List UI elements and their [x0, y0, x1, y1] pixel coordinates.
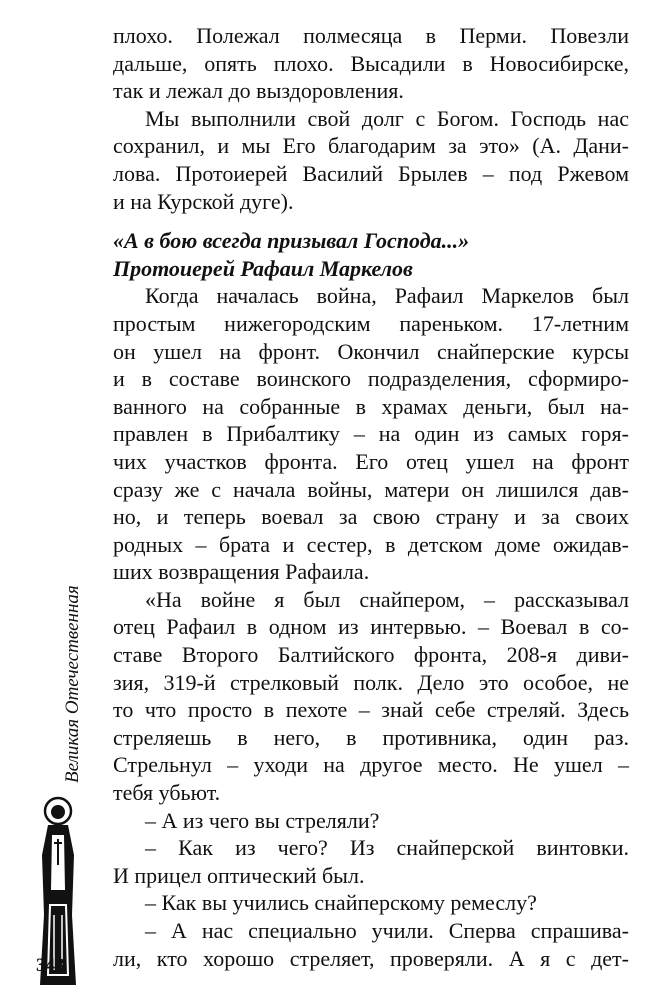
- text-line: зия, 319-й стрелковый полк. Дело это особое, не: [113, 669, 629, 695]
- text-line: ванного на собранные в храмах деньги, был на-: [113, 393, 629, 419]
- text-line: ших возвращения Рафаила.: [113, 559, 370, 585]
- text-line: – А из чего вы стреляли?: [145, 807, 380, 833]
- text-line: ли, кто хорошо стреляет, проверяли. А я с дет-: [113, 945, 629, 971]
- paragraph: [113, 807, 629, 835]
- heading-title: «А в бою всегда призывал Господа...»: [113, 228, 470, 254]
- text-line: так и лежал до выздоровления.: [113, 78, 404, 104]
- text-line: – Как из чего? Из снайперской винтовки.: [145, 835, 629, 861]
- running-title: Великая Отечественная: [62, 585, 83, 783]
- text-line: плохо. Полежал полмесяца в Перми. Повезли: [113, 23, 629, 48]
- paragraph: [113, 282, 629, 586]
- text-line: – Как вы учились снайперскому ремеслу?: [145, 890, 537, 916]
- text-line: – А нас специально учили. Сперва спрашива-: [145, 918, 629, 943]
- text-line: простым нижегородским пареньком. 17-летним: [113, 310, 629, 336]
- paragraph: [113, 105, 629, 215]
- text-line: Когда началась война, Рафаил Маркелов был: [145, 283, 629, 309]
- text-line: правлен в Прибалтику – на один из самых горя-: [113, 421, 629, 447]
- text-line: И прицел оптический был.: [113, 862, 365, 888]
- text-line: дальше, опять плохо. Высадили в Новосибирске,: [113, 50, 629, 76]
- text-line: стреляешь в него, в противника, один раз.: [113, 724, 629, 750]
- text-line: ставе Второго Балтийского фронта, 208-я диви-: [113, 642, 629, 668]
- text-line: Мы выполнили свой долг с Богом. Господь нас: [145, 105, 629, 131]
- text-line: но, и теперь воевал за свою страну и за своих: [113, 504, 629, 530]
- text-line: тебя убьют.: [113, 780, 221, 806]
- text-line: он ушел на фронт. Окончил снайперские курсы: [113, 338, 629, 364]
- text-line: чих участков фронта. Его отец ушел на фронт: [113, 448, 629, 474]
- text-line: Стрельнул – уходи на другое место. Не ушел –: [113, 752, 629, 778]
- section-heading: [113, 227, 629, 282]
- page-text: [113, 22, 629, 972]
- text-line: то что просто в пехоте – знай себе стреляй. Здесь: [113, 697, 629, 723]
- side-margin: [22, 555, 82, 995]
- text-line: лова. Протоиерей Василий Брылев – под Ржевом: [113, 160, 629, 186]
- text-line: сохранил, и мы Его благодарим за это» (А. Дани-: [113, 133, 629, 159]
- paragraph-continuation: [113, 22, 629, 105]
- heading-subtitle: Протоиерей Рафаил Маркелов: [113, 255, 413, 281]
- paragraph: [113, 889, 629, 917]
- text-line: и в составе воинского подразделения, сформиро-: [113, 366, 629, 392]
- paragraph: [113, 586, 629, 807]
- page-number: 348: [36, 955, 65, 976]
- text-line: «На войне я был снайпером, – рассказывал: [145, 586, 629, 612]
- text-line: и на Курской дуге).: [113, 188, 294, 214]
- paragraph: [113, 917, 629, 972]
- text-line: отец Рафаил в одном из интервью. – Воевал в со-: [113, 614, 629, 640]
- paragraph: [113, 834, 629, 889]
- text-line: родных – брата и сестер, в детском доме ожидав-: [113, 531, 629, 557]
- text-line: сразу же с начала войны, матери он лишился дав-: [113, 476, 629, 502]
